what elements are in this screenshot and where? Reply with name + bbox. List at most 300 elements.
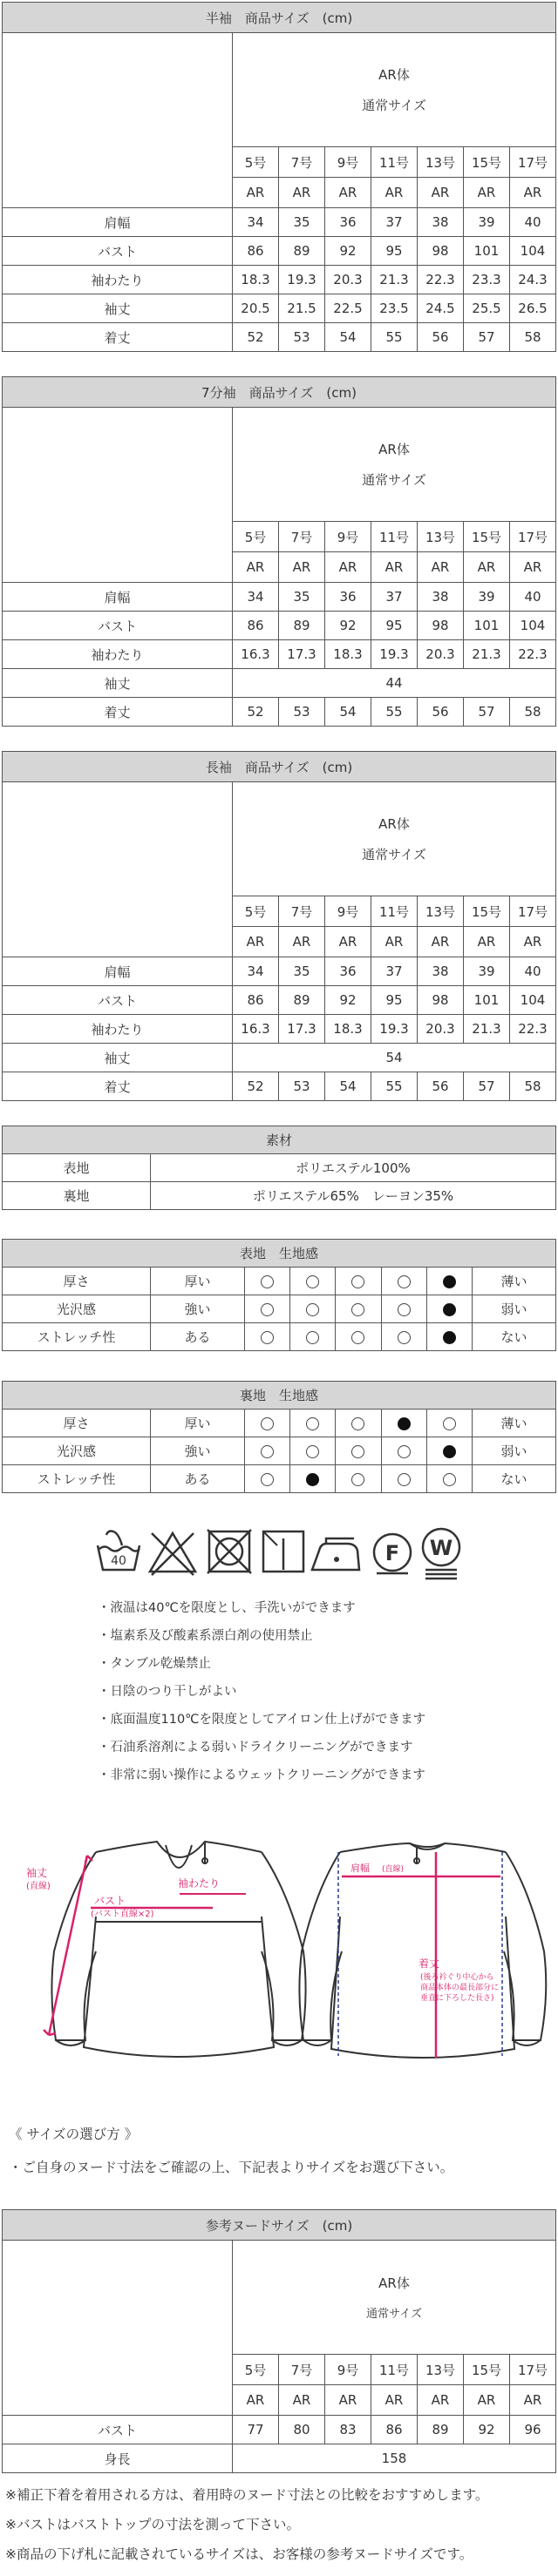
table-row [3,583,556,612]
size-code: AR [464,927,510,957]
cell: 34 [233,583,279,612]
cell: 54 [325,698,371,727]
size-code: AR [233,178,279,208]
scale-cell [336,1295,381,1323]
scale-right: 弱い [472,1295,555,1323]
table-row [3,1437,556,1465]
row-label: 肩幅 [3,583,233,612]
size-code: AR [464,552,510,583]
front-garment-illustration [51,1842,305,2057]
empty-dot-icon [351,1445,364,1458]
size-number: 7号 [279,522,325,552]
row-label: バスト [3,986,233,1015]
cell: 35 [279,583,325,612]
cell: 55 [371,1072,418,1101]
scale-right: 薄い [472,1268,555,1295]
cell: 104 [510,986,556,1015]
cell: 86 [233,237,279,266]
size-code: AR [510,2385,556,2416]
size-code: AR [233,2385,279,2416]
row-label: 着丈 [3,698,233,727]
cell: 22.3 [418,266,464,294]
scale-cell [426,1410,472,1437]
cell: 40 [510,957,556,986]
cell: 39 [464,208,510,237]
cell: ポリエステル65% レーヨン35% [151,1182,556,1210]
cell-span: 158 [233,2444,556,2473]
empty-dot-icon [261,1445,274,1458]
scale-left: 厚い [151,1410,245,1437]
scale-right: 弱い [472,1437,555,1465]
table-row [3,294,556,323]
table-title: 半袖 商品サイズ (cm) [3,3,556,33]
size-code: AR [279,552,325,583]
scale-cell [381,1295,426,1323]
nude-size-table [0,2209,556,2473]
size-guide-note: ・ご自身のヌード寸法をご確認の上、下記表よりサイズをお選び下さい。 [9,2160,454,2175]
table-row [3,669,556,698]
size-number: 15号 [464,2355,510,2385]
care-note: ・液温は40℃を限度とし、手洗いができます [98,1601,356,1615]
length-note: 垂直に下ろした長さ) [420,1994,494,2003]
body-type-sub: 通常サイズ [366,2308,422,2321]
lining-feel-table [0,1381,556,1493]
bust-label: バスト [94,1895,126,1907]
cell: 56 [418,698,464,727]
size-code: AR [279,178,325,208]
scale-cell [290,1268,336,1295]
cell: 17.3 [279,640,325,669]
size-code: AR [371,2385,418,2416]
row-label: 表地 [3,1154,151,1182]
empty-dot-icon [306,1303,319,1316]
row-label: バスト [3,612,233,640]
scale-right: ない [472,1465,555,1493]
size-number: 5号 [233,2355,279,2385]
table-row [3,1182,556,1210]
cell: 18.3 [325,1015,371,1044]
size-number: 9号 [325,522,371,552]
scale-cell [290,1465,336,1493]
cell: 17.3 [279,1015,325,1044]
cell: 21.3 [464,640,510,669]
size-code: AR [325,2385,371,2416]
outer-fabric-feel-table [0,1239,556,1351]
cell: 89 [279,986,325,1015]
scale-cell [381,1323,426,1351]
body-type-sub: 通常サイズ [362,847,426,862]
empty-dot-icon [351,1275,364,1288]
size-number: 5号 [233,522,279,552]
cell: 19.3 [371,640,418,669]
svg-text:F: F [384,1541,400,1565]
size-code: AR [371,552,418,583]
table-row [3,1323,556,1351]
cell: 58 [510,698,556,727]
scale-cell [245,1465,290,1493]
table-row [3,698,556,727]
empty-dot-icon [261,1275,274,1288]
size-number: 7号 [279,2355,325,2385]
sleeve-length-sub: (直線) [26,1882,51,1891]
table-row [3,1465,556,1493]
cell: 101 [464,612,510,640]
row-label: 肩幅 [3,208,233,237]
selected-dot-icon [443,1303,456,1316]
cell: 20.3 [418,1015,464,1044]
scale-cell [245,1295,290,1323]
selected-dot-icon [306,1473,319,1486]
shoulder-label: 肩幅 [350,1863,370,1874]
size-table-three-quarter-sleeve [0,376,556,727]
cell: 86 [233,612,279,640]
size-code: AR [418,178,464,208]
cell: 23.5 [371,294,418,323]
empty-dot-icon [351,1473,364,1486]
cell: 95 [371,237,418,266]
footnote: ※バストはバストトップの寸法を測って下さい。 [5,2517,301,2532]
size-table-short-sleeve [0,2,556,352]
cell: 36 [325,957,371,986]
footnote: ※商品の下げ札に記載されているサイズは、お客様の参考ヌードサイズです。 [5,2546,473,2562]
back-measure-lines [338,1852,502,2056]
cell: 34 [233,957,279,986]
empty-dot-icon [398,1331,411,1344]
empty-header-cell [3,2241,233,2416]
care-notes [98,1594,425,1789]
size-code: AR [325,178,371,208]
cell: 22.3 [510,640,556,669]
cell: ポリエステル100% [151,1154,556,1182]
size-number: 15号 [464,522,510,552]
cell: 53 [279,1072,325,1101]
cell: 57 [464,698,510,727]
empty-dot-icon [306,1275,319,1288]
cell: 26.5 [510,294,556,323]
selected-dot-icon [443,1331,456,1344]
cell: 39 [464,583,510,612]
empty-dot-icon [306,1445,319,1458]
table-row [3,1072,556,1101]
table-row [3,1044,556,1072]
cell: 56 [418,323,464,352]
table-row [3,1268,556,1295]
empty-header-cell [3,408,233,583]
size-number: 15号 [464,147,510,178]
table-row [3,1410,556,1437]
cell: 57 [464,1072,510,1101]
cell: 92 [325,986,371,1015]
cell: 98 [418,612,464,640]
size-number: 11号 [371,522,418,552]
body-type-cell [233,33,556,147]
cell: 38 [418,583,464,612]
material-table [0,1126,556,1210]
sleeve-width-label: 袖わたり [178,1877,221,1890]
cell: 38 [418,957,464,986]
table-row [3,2444,556,2473]
care-note: ・底面温度110℃を限度としてアイロン仕上げができます [98,1713,426,1727]
cell-span: 44 [233,669,556,698]
svg-text:40: 40 [111,1554,126,1568]
scale-left: ある [151,1465,245,1493]
cell: 96 [510,2416,556,2444]
scale-cell [381,1410,426,1437]
cell: 37 [371,583,418,612]
cell: 89 [418,2416,464,2444]
cell: 52 [233,323,279,352]
scale-cell [336,1268,381,1295]
table-row [3,266,556,294]
row-label: ストレッチ性 [3,1323,151,1351]
size-number: 17号 [510,2355,556,2385]
row-label: 着丈 [3,323,233,352]
size-number: 7号 [279,147,325,178]
size-number: 17号 [510,147,556,178]
body-type-sub: 通常サイズ [362,472,426,488]
table-row [3,323,556,352]
size-number: 15号 [464,896,510,927]
selected-dot-icon [443,1275,456,1288]
cell: 77 [233,2416,279,2444]
size-number: 9号 [325,2355,371,2385]
cell: 24.3 [510,266,556,294]
body-type-cell [233,782,556,896]
cell: 37 [371,957,418,986]
empty-dot-icon [398,1445,411,1458]
cell: 21.3 [464,1015,510,1044]
cell: 95 [371,986,418,1015]
cell: 19.3 [371,1015,418,1044]
table-title: 長袖 商品サイズ (cm) [3,752,556,782]
back-measure-lines-pink [342,1852,500,2058]
cell: 36 [325,208,371,237]
scale-cell [290,1295,336,1323]
cell: 55 [371,698,418,727]
scale-cell [245,1268,290,1295]
size-code: AR [418,927,464,957]
cell: 98 [418,237,464,266]
size-code: AR [510,552,556,583]
cell: 39 [464,957,510,986]
size-code: AR [464,178,510,208]
cell: 22.3 [510,1015,556,1044]
size-number: 13号 [418,522,464,552]
no-bleach-icon [150,1533,195,1575]
scale-cell [290,1437,336,1465]
size-code: AR [464,2385,510,2416]
no-tumble-dry-icon [208,1530,251,1573]
empty-dot-icon [306,1331,319,1344]
cell: 19.3 [279,266,325,294]
row-label: 裏地 [3,1182,151,1210]
scale-cell [381,1437,426,1465]
row-label: 身長 [3,2444,233,2473]
row-label: 着丈 [3,1072,233,1101]
body-type: AR体 [378,816,410,832]
length-note: 商品本体の最長部分に [420,1984,500,1992]
scale-right: 薄い [472,1410,555,1437]
garment-measurement-diagram [0,1821,558,2082]
cell: 55 [371,323,418,352]
size-number: 17号 [510,896,556,927]
scale-cell [426,1323,472,1351]
size-code: AR [325,552,371,583]
cell: 98 [418,986,464,1015]
scale-right: ない [472,1323,555,1351]
iron-110-icon [312,1538,359,1570]
size-number: 13号 [418,896,464,927]
cell: 20.5 [233,294,279,323]
cell: 58 [510,323,556,352]
size-number: 13号 [418,147,464,178]
size-number: 13号 [418,2355,464,2385]
cell: 37 [371,208,418,237]
size-number: 11号 [371,2355,418,2385]
row-label: 袖わたり [3,266,233,294]
row-label: 袖丈 [3,669,233,698]
size-code: AR [371,927,418,957]
table-row [3,640,556,669]
scale-cell [245,1437,290,1465]
scale-cell [245,1410,290,1437]
row-label: 厚さ [3,1268,151,1295]
material-title: 素材 [3,1126,556,1154]
cell: 86 [233,986,279,1015]
cell: 40 [510,208,556,237]
size-number: 5号 [233,896,279,927]
row-label: バスト [3,237,233,266]
row-label: 厚さ [3,1410,151,1437]
cell: 20.3 [325,266,371,294]
length-note: (後ろ衿ぐり中心から [420,1973,494,1982]
empty-dot-icon [351,1417,364,1430]
body-type-sub: 通常サイズ [362,98,426,113]
line-dry-shade-icon [263,1531,303,1572]
table-row [3,957,556,986]
cell-span: 54 [233,1044,556,1072]
cell: 34 [233,208,279,237]
cell: 53 [279,323,325,352]
scale-left: 強い [151,1437,245,1465]
empty-dot-icon [443,1473,456,1486]
scale-cell [426,1268,472,1295]
size-number: 7号 [279,896,325,927]
row-label: バスト [3,2416,233,2444]
empty-header-cell [3,33,233,208]
scale-cell [245,1323,290,1351]
size-code: AR [371,178,418,208]
cell: 36 [325,583,371,612]
svg-text:W: W [429,1536,453,1560]
scale-cell [336,1410,381,1437]
cell: 22.5 [325,294,371,323]
sleeve-length-label: 袖丈 [26,1867,48,1879]
cell: 21.5 [279,294,325,323]
cell: 16.3 [233,1015,279,1044]
care-icons-row [0,1523,558,1584]
row-label: 袖丈 [3,294,233,323]
size-number: 9号 [325,147,371,178]
length-label: 着丈 [418,1957,440,1970]
size-number: 11号 [371,896,418,927]
scale-cell [290,1323,336,1351]
scale-left: 厚い [151,1268,245,1295]
wet-clean-w-icon [423,1529,459,1579]
empty-dot-icon [261,1303,274,1316]
empty-header-cell [3,782,233,957]
table-row [3,237,556,266]
feel-title: 裏地 生地感 [3,1382,556,1410]
body-type-cell [233,408,556,522]
size-table-long-sleeve [0,751,556,1101]
scale-cell [336,1323,381,1351]
cell: 89 [279,612,325,640]
size-code: AR [279,2385,325,2416]
empty-dot-icon [398,1473,411,1486]
cell: 52 [233,698,279,727]
empty-dot-icon [306,1417,319,1430]
footnote: ※補正下着を着用される方は、着用時のヌード寸法との比較をおすすめします。 [5,2487,489,2503]
row-label: 光沢感 [3,1437,151,1465]
feel-title: 表地 生地感 [3,1240,556,1268]
care-note: ・タンブル乾燥禁止 [98,1657,211,1671]
table-row [3,1295,556,1323]
row-label: 袖わたり [3,1015,233,1044]
size-code: AR [325,927,371,957]
care-note: ・石油系溶剤による弱いドライクリーニングができます [98,1741,413,1755]
size-number: 9号 [325,896,371,927]
scale-left: ある [151,1323,245,1351]
cell: 104 [510,612,556,640]
body-type: AR体 [378,442,410,457]
table-title: 参考ヌードサイズ (cm) [3,2210,556,2241]
table-row [3,612,556,640]
cell: 95 [371,612,418,640]
row-label: 袖わたり [3,640,233,669]
row-label: 袖丈 [3,1044,233,1072]
scale-cell [426,1437,472,1465]
cell: 104 [510,237,556,266]
size-code: AR [279,927,325,957]
cell: 18.3 [325,640,371,669]
empty-dot-icon [261,1331,274,1344]
table-row [3,208,556,237]
hand-wash-40-icon [98,1531,140,1571]
bust-sub: (バスト直線×2) [91,1910,154,1919]
scale-cell [426,1295,472,1323]
cell: 18.3 [233,266,279,294]
cell: 40 [510,583,556,612]
scale-cell [336,1465,381,1493]
empty-dot-icon [398,1303,411,1316]
cell: 20.3 [418,640,464,669]
empty-dot-icon [351,1331,364,1344]
cell: 101 [464,986,510,1015]
cell: 52 [233,1072,279,1101]
size-code: AR [233,552,279,583]
table-title: 7分袖 商品サイズ (cm) [3,377,556,408]
cell: 35 [279,957,325,986]
size-number: 5号 [233,147,279,178]
table-row [3,1154,556,1182]
cell: 89 [279,237,325,266]
selected-dot-icon [398,1417,411,1430]
body-type: AR体 [378,67,410,83]
body-type: AR体 [378,2275,410,2291]
cell: 38 [418,208,464,237]
selected-dot-icon [443,1445,456,1458]
